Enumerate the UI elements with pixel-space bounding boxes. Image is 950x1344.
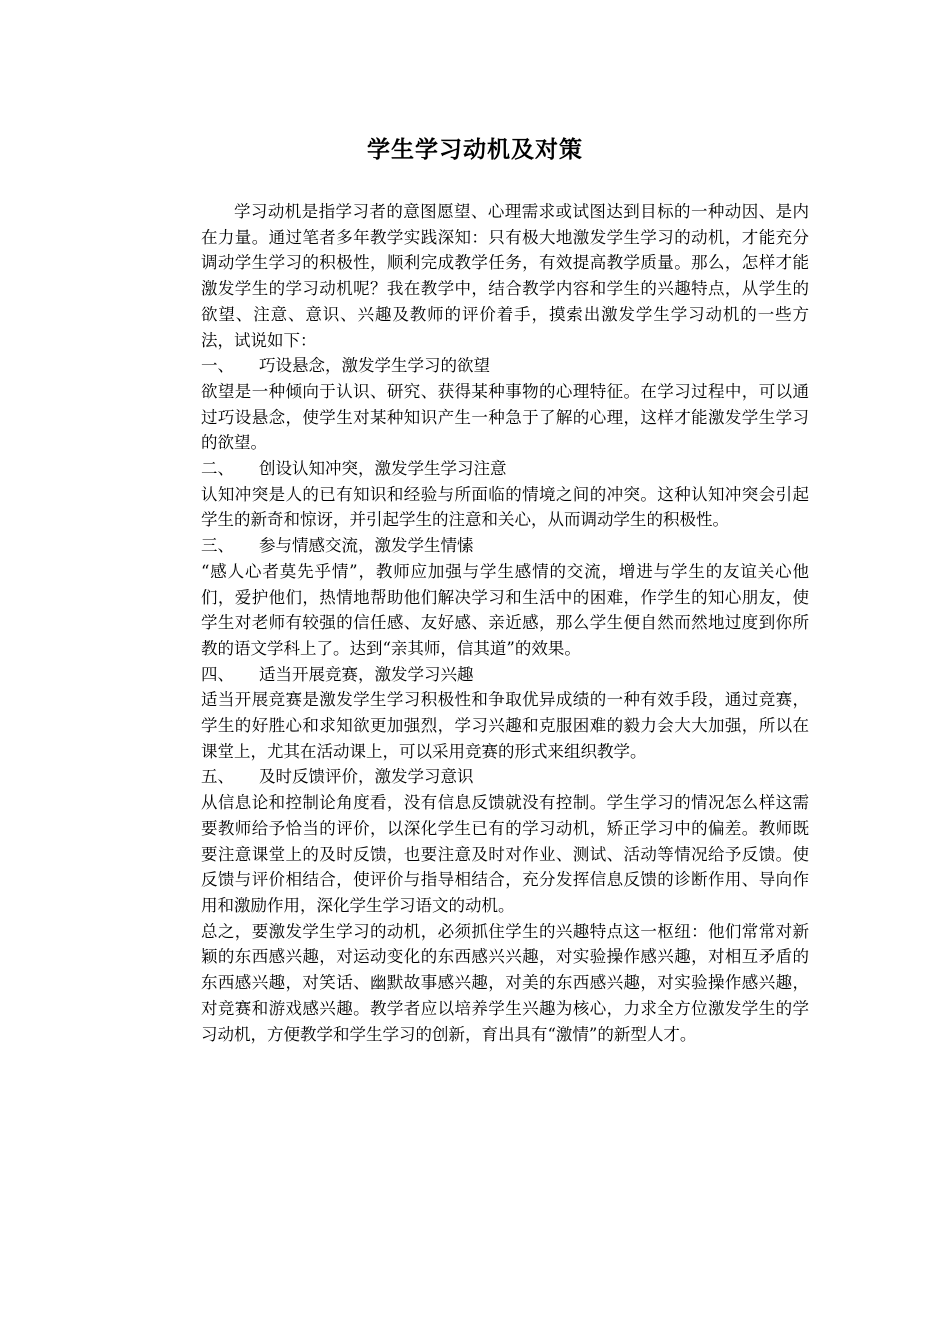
section-heading-text: 创设认知冲突，激发学生学习注意 xyxy=(259,459,507,479)
intro-paragraph: 学习动机是指学习者的意图愿望、心理需求或试图达到目标的一种动因、是内在力量。通过笔者多年教学实践深知：只有极大地激发学生学习的动机，才能充分调动学生学习的积极性，顺利完成教学任务，有效提高教学质量。那么，怎样才能激发学生的学习动机呢？我在教学中，结合教学内容和学生的兴趣特点，从学生的欲望、注意、意识、兴趣及教师的评价着手，摸索出激发学生学习动机的一些方法，试说如下： xyxy=(201,202,809,350)
section-number: 四、 xyxy=(201,664,234,684)
section-heading-4 xyxy=(201,662,809,688)
section-paragraph-1: 欲望是一种倾向于认识、研究、获得某种事物的心理特征。在学习过程中，可以通过巧设悬念，使学生对某种知识产生一种急于了解的心理，这样才能激发学生学习的欲望。 xyxy=(201,381,809,453)
section-number: 五、 xyxy=(201,767,234,787)
section-number: 一、 xyxy=(201,356,234,376)
section-heading-text: 及时反馈评价，激发学习意识 xyxy=(259,767,474,787)
section-paragraph-3: “感人心者莫先乎情”，教师应加强与学生感情的交流，增进与学生的友谊关心他们，爱护他们，热情地帮助他们解决学习和生活中的困难，作学生的知心朋友，使学生对老师有较强的信任感、友好感、亲近感，那么学生便自然而然地过度到你所教的语文学科上了。达到“亲其师，信其道”的效果。 xyxy=(201,561,809,658)
section-heading-text: 适当开展竞赛，激发学习兴趣 xyxy=(259,664,474,684)
section-number: 三、 xyxy=(201,536,234,556)
conclusion-paragraph: 总之，要激发学生学习的动机，必须抓住学生的兴趣特点这一枢纽：他们常常对新颖的东西感兴趣，对运动变化的东西感兴兴趣，对实验操作感兴趣，对相互矛盾的东西感兴趣，对笑话、幽默故事感兴趣，对美的东西感兴趣，对实验操作感兴趣，对竞赛和游戏感兴趣。教学者应以培养学生兴趣为核心，力求全方位激发学生的学习动机，方便教学和学生学习的创新，育出具有“激情”的新型人才。 xyxy=(201,921,809,1044)
document-title: 学生学习动机及对策 xyxy=(367,136,583,163)
section-paragraph-4: 适当开展竞赛是激发学生学习积极性和争取优异成绩的一种有效手段，通过竞赛，学生的好胜心和求知欲更加强烈，学习兴趣和克服困难的毅力会大大加强，所以在课堂上，尤其在活动课上，可以采用竞赛的形式来组织教学。 xyxy=(201,690,809,761)
section-paragraph-2: 认知冲突是人的已有知识和经验与所面临的情境之间的冲突。这种认知冲突会引起学生的新奇和惊讶，并引起学生的注意和关心，从而调动学生的积极性。 xyxy=(201,484,809,530)
section-heading-5 xyxy=(201,764,809,790)
document-body xyxy=(201,199,809,1047)
section-number: 二、 xyxy=(201,459,234,479)
section-heading-text: 参与情感交流，激发学生情愫 xyxy=(259,536,474,556)
section-heading-3 xyxy=(201,533,809,559)
section-heading-text: 巧设悬念，激发学生学习的欲望 xyxy=(259,356,490,376)
section-heading-2 xyxy=(201,456,809,482)
section-heading-1 xyxy=(201,353,809,379)
section-paragraph-5: 从信息论和控制论角度看，没有信息反馈就没有控制。学生学习的情况怎么样这需要教师给予恰当的评价，以深化学生已有的学习动机，矫正学习中的偏差。教师既要注意课堂上的及时反馈，也要注意及时对作业、测试、活动等情况给予反馈。使反馈与评价相结合，使评价与指导相结合，充分发挥信息反馈的诊断作用、导向作用和激励作用，深化学生学习语文的动机。 xyxy=(201,793,809,915)
